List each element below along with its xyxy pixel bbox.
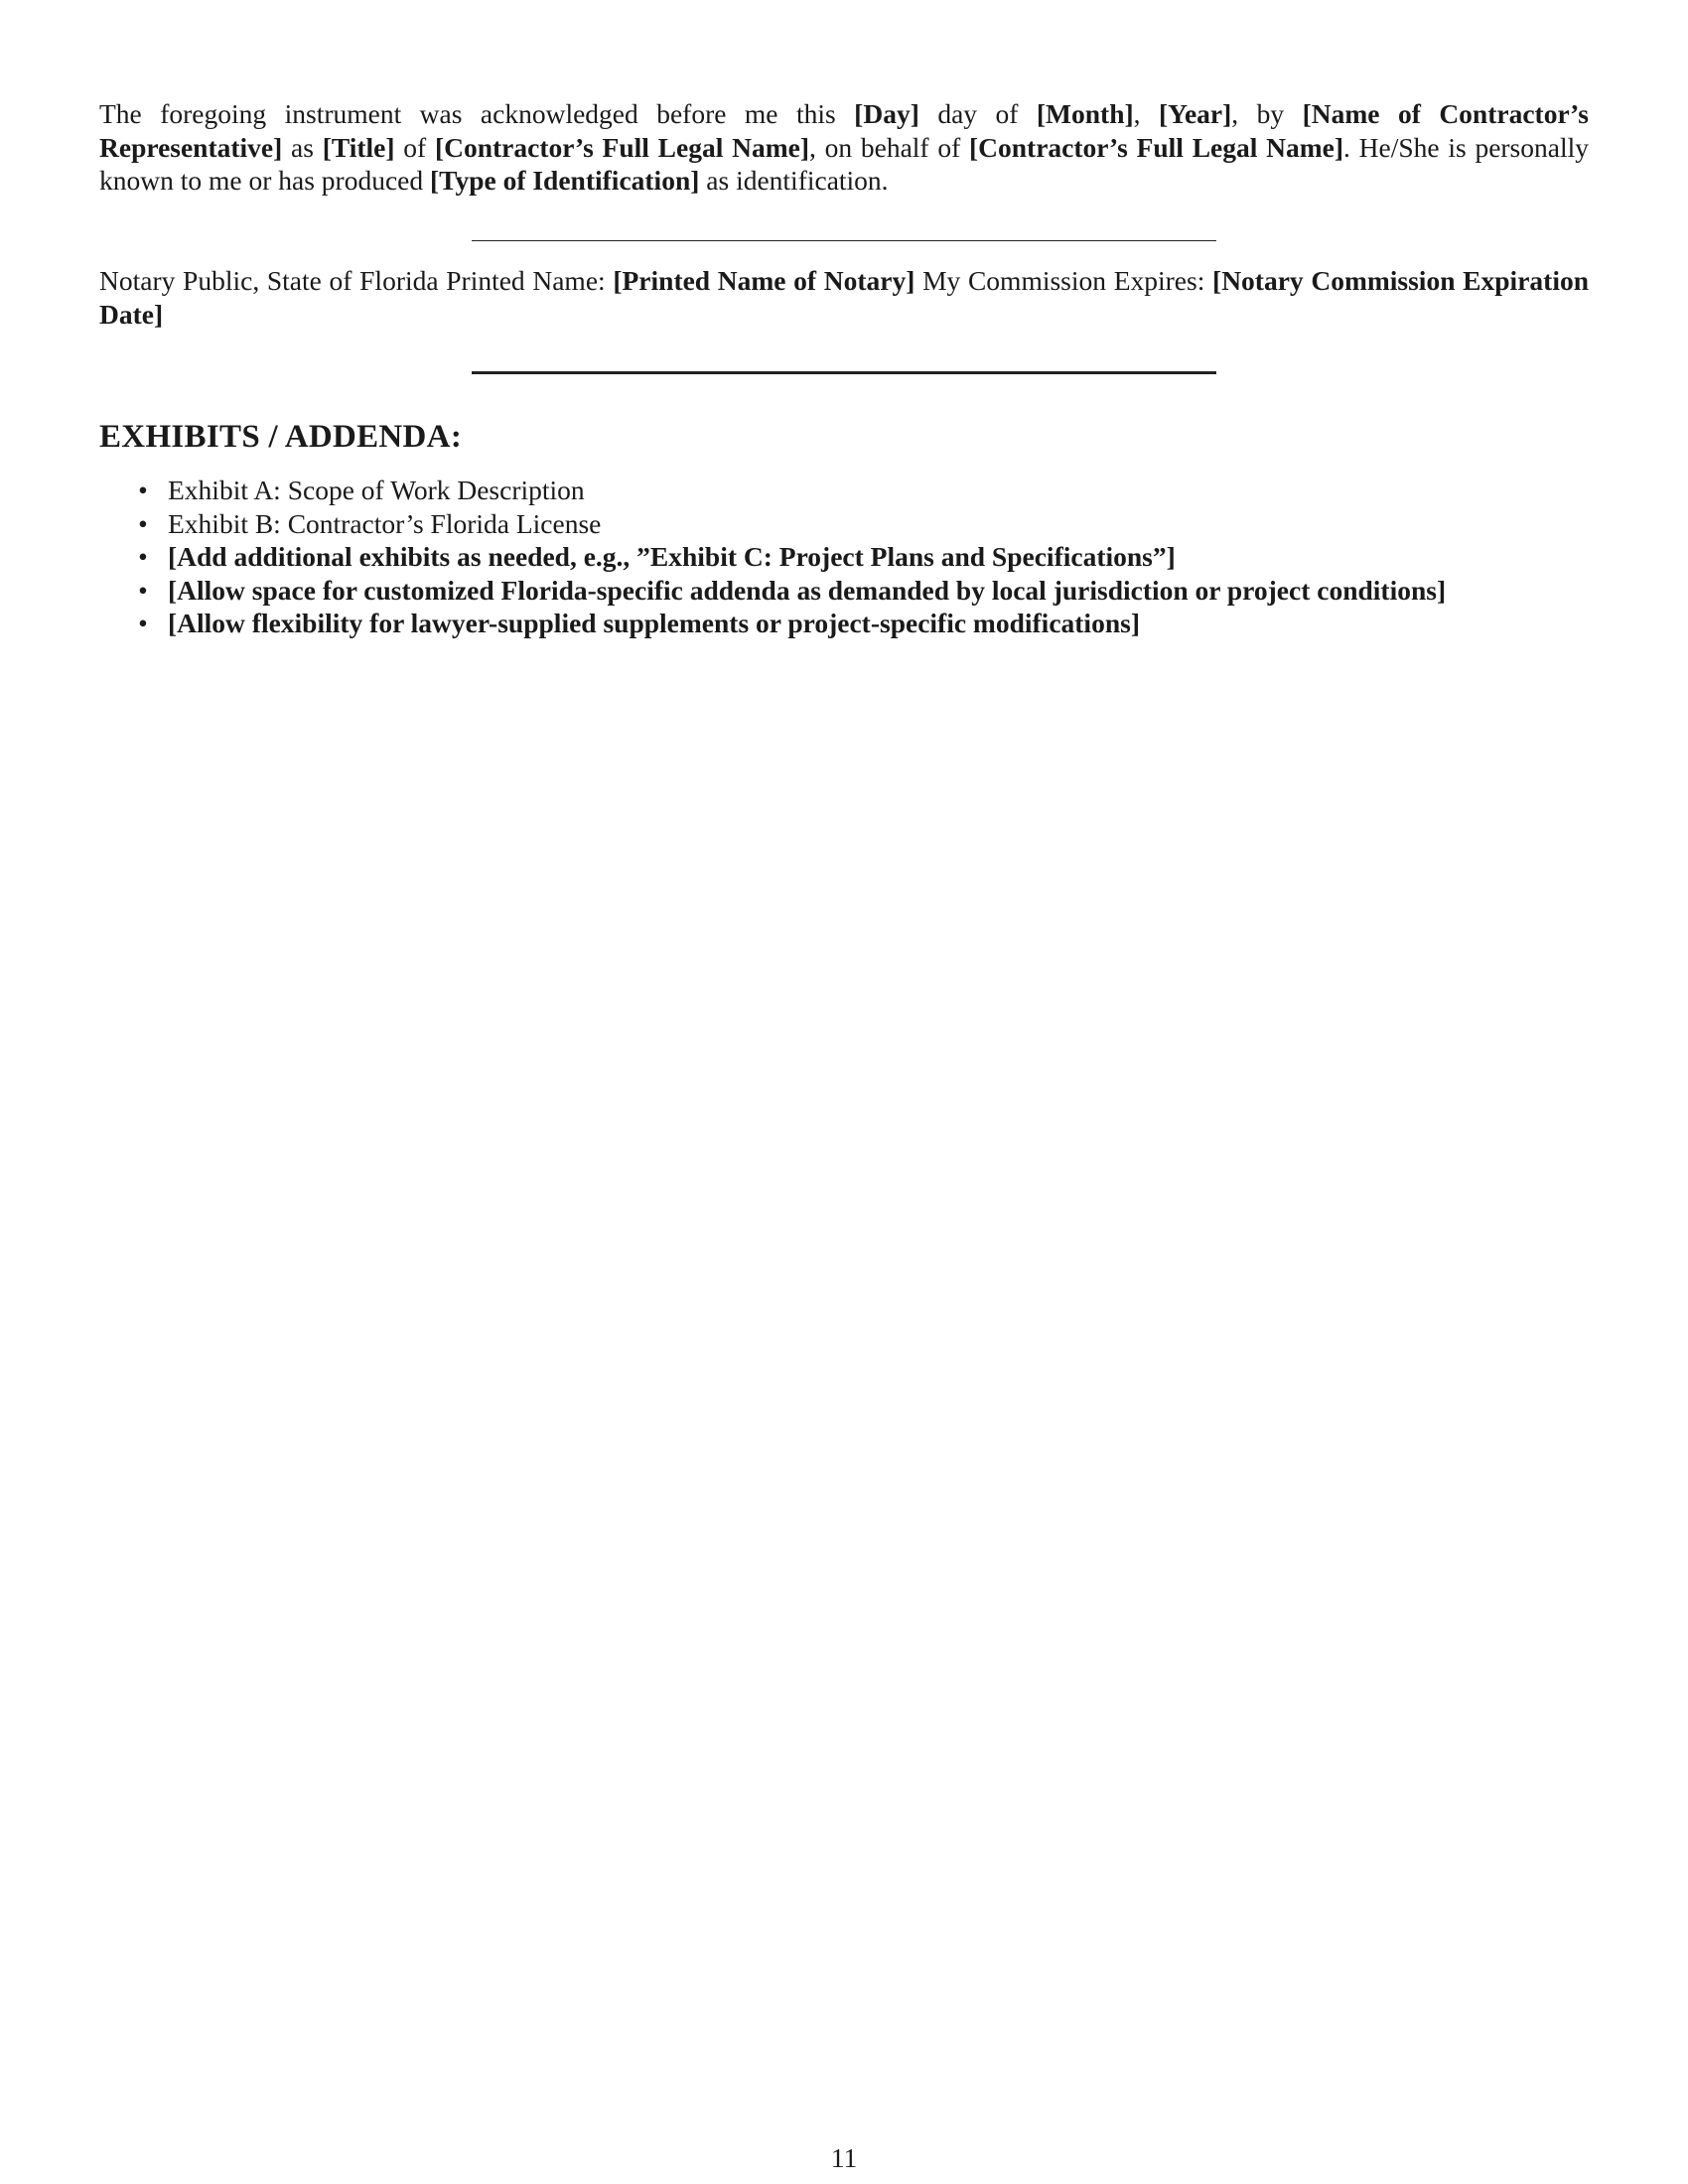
ack-text-1: The foregoing instrument was acknowledged before me this	[99, 98, 855, 129]
exhibits-list	[99, 474, 1589, 640]
exhibit-item-supplements	[99, 607, 1589, 640]
ack-year-field: [Year]	[1159, 98, 1232, 129]
exhibit-item-label: [Allow space for customized Florida-specific addenda as demanded by local jurisdiction or project conditions]	[168, 574, 1447, 606]
ack-text-8: . He/She is personally known to me or has produced	[99, 131, 1589, 196]
ack-contractor-name-field: [Contractor’s Full Legal Name]	[434, 131, 809, 163]
bullet-icon: •	[138, 475, 148, 505]
bullet-icon: •	[138, 541, 148, 572]
page-number: 11	[830, 2142, 858, 2173]
notary-expiration-field: [Notary Commission Expiration Date]	[99, 265, 1589, 330]
section-divider	[472, 371, 1216, 374]
ack-text-7: , on behalf of	[808, 131, 969, 163]
ack-text-4: , by	[1231, 98, 1303, 129]
ack-text-5: as	[282, 131, 323, 163]
notary-printed-name-field: [Printed Name of Notary]	[613, 265, 915, 296]
ack-text-3: ,	[1133, 98, 1159, 129]
bullet-icon: •	[138, 608, 148, 638]
notary-text-1: Notary Public, State of Florida Printed Name:	[99, 265, 614, 296]
ack-day-field: [Day]	[854, 98, 919, 129]
bullet-icon: •	[138, 574, 148, 606]
acknowledgment-paragraph	[99, 97, 1589, 198]
exhibit-item-b	[99, 507, 1589, 541]
exhibit-item-addenda	[99, 574, 1589, 608]
ack-text-6: of	[394, 131, 435, 163]
document-page	[99, 97, 1590, 638]
exhibit-item-label: Exhibit A: Scope of Work Description	[168, 475, 585, 505]
exhibit-item-label: [Allow flexibility for lawyer-supplied supplements or project-specific modifications]	[168, 608, 1140, 638]
ack-text-9: as identification.	[699, 165, 889, 196]
exhibit-item-a	[99, 474, 1589, 507]
ack-contractor-name-field-2: [Contractor’s Full Legal Name]	[968, 131, 1344, 163]
ack-month-field: [Month]	[1036, 98, 1134, 129]
notary-block	[99, 264, 1589, 331]
exhibit-item-label: Exhibit B: Contractor’s Florida License	[168, 507, 602, 539]
ack-identification-field: [Type of Identification]	[429, 165, 700, 196]
exhibit-item-additional	[99, 540, 1589, 574]
ack-text-2: day of	[918, 98, 1037, 129]
notary-signature-line	[472, 240, 1216, 241]
exhibit-item-label: [Add additional exhibits as needed, e.g., ”Exhibit C: Project Plans and Specifications”]	[168, 541, 1176, 572]
ack-representative-field: [Name of Contractor’s Representative]	[99, 98, 1590, 163]
notary-text-2: My Commission Expires:	[914, 265, 1213, 296]
exhibits-heading: EXHIBITS / ADDENDA:	[99, 419, 463, 455]
bullet-icon: •	[138, 507, 148, 539]
ack-title-field: [Title]	[322, 131, 395, 163]
